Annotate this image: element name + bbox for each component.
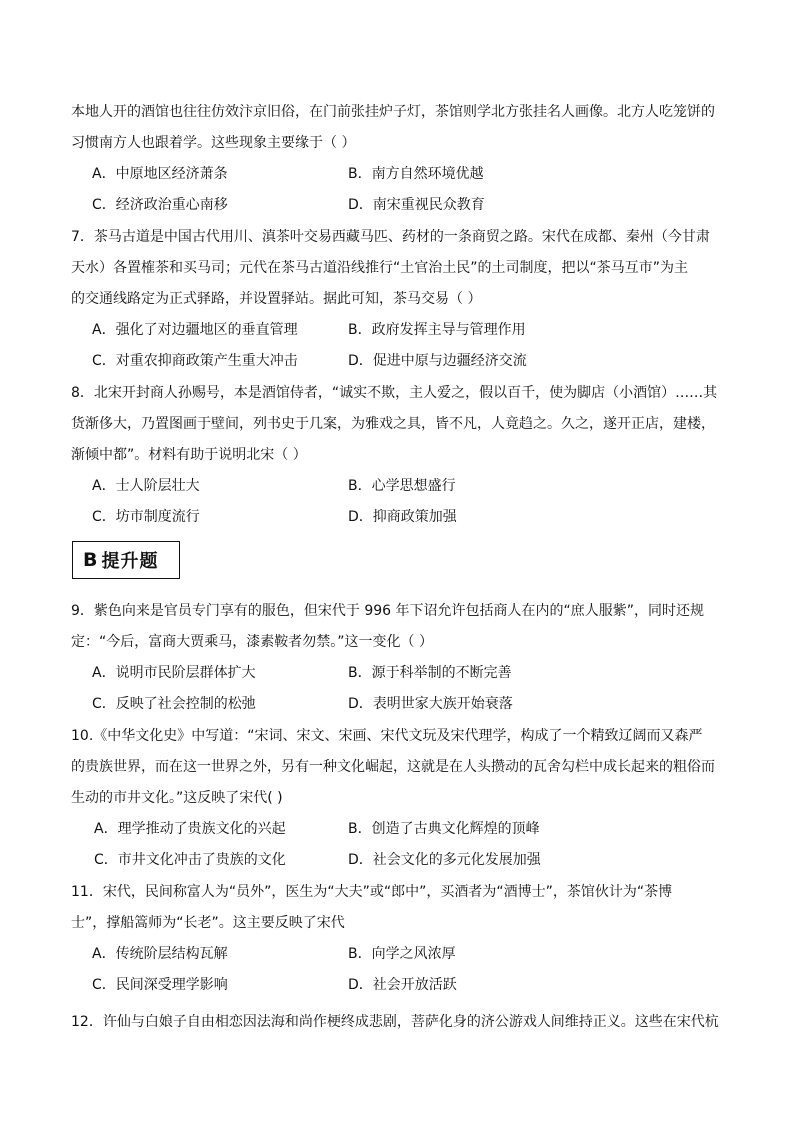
q7-stem-line-1: 7．茶马古道是中国古代用川、滇茶叶交易西藏马匹、药材的一条商贸之路。宋代在成都、秦州（今甘肃 [71, 229, 710, 245]
q7-option-d[interactable]: D．促进中原与边疆经济交流 [348, 353, 527, 369]
q6-option-d[interactable]: D．南宋重视民众教育 [348, 197, 485, 213]
q7-option-a[interactable]: A．强化了对边疆地区的垂直管理 [92, 322, 298, 338]
q10-option-c[interactable]: C．市井文化冲击了贵族的文化 [94, 852, 286, 868]
q7-stem-line-2: 天水）各置榷茶和买马司；元代在茶马古道沿线推行“土官治土民”的土司制度，把以“茶马互市”为主 [71, 260, 689, 276]
q6-stem-line-1: 本地人开的酒馆也往往仿效汴京旧俗，在门前张挂炉子灯，茶馆则学北方张挂名人画像。北方人吃笼饼的 [71, 104, 715, 120]
q6-stem-line-2: 习惯南方人也跟着学。这些现象主要缘于（ ） [71, 135, 356, 151]
q11-option-d[interactable]: D．社会开放活跃 [348, 977, 457, 993]
q9-stem-line-1: 9．紫色向来是官员专门享有的服色，但宋代于 996 年下诏允许包括商人在内的“庶人服紫”，同时还规 [71, 603, 705, 619]
q10-stem-line-3: 生动的市井文化。”这反映了宋代( ) [71, 790, 283, 806]
q8-option-a[interactable]: A．士人阶层壮大 [92, 478, 200, 494]
q11-stem-line-2: 士”，撑船篙师为“长老”。这主要反映了宋代 [71, 915, 345, 931]
q10-stem-line-1: 10.《中华文化史》中写道：“宋词、宋文、宋画、宋代文玩及宋代理学，构成了一个精致辽阔而又森严 [71, 728, 703, 744]
q8-option-d[interactable]: D．抑商政策加强 [348, 509, 457, 525]
q11-option-b[interactable]: B．向学之风浓厚 [348, 946, 456, 962]
section-header-box [72, 541, 180, 579]
q12-stem-line-1: 12．许仙与白娘子自由相恋因法海和尚作梗终成悲剧，菩萨化身的济公游戏人间维持正义。这些在宋代杭 [71, 1014, 719, 1030]
q10-option-a[interactable]: A．理学推动了贵族文化的兴起 [94, 821, 286, 837]
q11-option-c[interactable]: C．民间深受理学影响 [92, 977, 228, 993]
q7-option-b[interactable]: B．政府发挥主导与管理作用 [348, 322, 526, 338]
q10-option-b[interactable]: B．创造了古典文化辉煌的顶峰 [348, 821, 540, 837]
q6-option-a[interactable]: A．中原地区经济萧条 [92, 166, 228, 182]
q7-option-c[interactable]: C．对重农抑商政策产生重大冲击 [92, 353, 298, 369]
q6-option-b[interactable]: B．南方自然环境优越 [348, 166, 484, 182]
q7-stem-line-3: 的交通线路定为正式驿路，并设置驿站。据此可知，茶马交易（ ） [71, 291, 482, 307]
q8-stem-line-2: 货渐侈大，乃置图画于壁间，列书史于几案，为雅戏之具，皆不凡，人竟趋之。久之，遂开正店，建楼， [71, 416, 715, 432]
q10-stem-line-2: 的贵族世界，而在这一世界之外，另有一种文化崛起，这就是在人头攒动的瓦舍勾栏中成长起来的粗俗而 [71, 759, 715, 775]
section-title: 提升题 [101, 551, 159, 572]
q11-stem-line-1: 11．宋代，民间称富人为“员外”，医生为“大夫”或“郎中”，买酒者为“酒博士”，茶馆伙计为“茶博 [71, 884, 673, 900]
q9-option-c[interactable]: C．反映了社会控制的松弛 [92, 696, 256, 712]
q9-option-d[interactable]: D．表明世家大族开始衰落 [348, 696, 513, 712]
q8-stem-line-3: 渐倾中都”。材料有助于说明北宋（ ） [71, 447, 307, 463]
q9-stem-line-2: 定：“今后，富商大贾乘马，漆素鞍者勿禁。”这一变化（ ） [71, 634, 433, 650]
q11-option-a[interactable]: A．传统阶层结构瓦解 [92, 946, 228, 962]
q9-option-b[interactable]: B．源于科举制的不断完善 [348, 665, 512, 681]
q8-option-b[interactable]: B．心学思想盛行 [348, 478, 456, 494]
q9-option-a[interactable]: A．说明市民阶层群体扩大 [92, 665, 256, 681]
q10-option-d[interactable]: D．社会文化的多元化发展加强 [348, 852, 541, 868]
q6-option-c[interactable]: C．经济政治重心南移 [92, 197, 228, 213]
q8-option-c[interactable]: C．坊市制度流行 [92, 509, 200, 525]
section-letter: B [83, 549, 98, 571]
q8-stem-line-1: 8．北宋开封商人孙赐号，本是酒馆侍者，“诚实不欺，主人爱之，假以百千，使为脚店（小酒馆）……其 [71, 385, 718, 401]
